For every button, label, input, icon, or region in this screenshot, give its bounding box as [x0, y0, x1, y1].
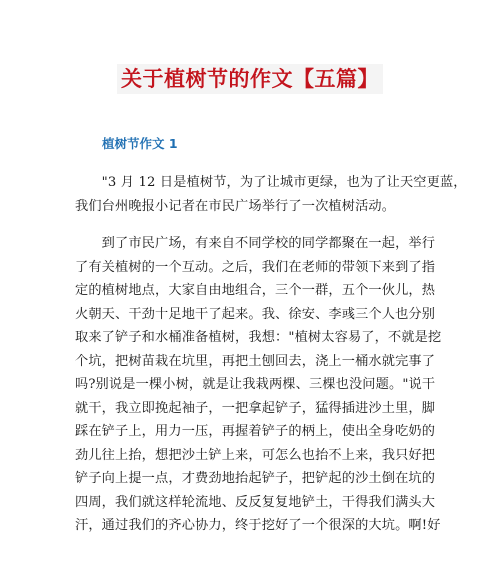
paragraph-line: 到了市民广场，有来自不同学校的同学都聚在一起，举行 [75, 236, 436, 251]
paragraph-line: 就干，我立即挽起袖子，一把拿起铲子，猛得插进沙土里，脚 [75, 400, 436, 416]
paragraph-line: 汗，通过我们的齐心协力，终于挖好了一个很深的大坑。啊!好 [75, 518, 441, 533]
paragraph-line: 我们台州晚报小记者在市民广场举行了一次植树活动。 [75, 198, 396, 214]
paragraph-line: 了有关植树的一个互动。之后，我们在老师的带领下来到了指 [75, 259, 436, 275]
paragraph-line: 四周，我们就这样轮流地、反反复复地铲土，干得我们满头大 [75, 494, 436, 510]
document-title: 关于植树节的作文【五篇】 [117, 64, 383, 94]
paragraph-2 [75, 232, 442, 538]
title-container [0, 64, 500, 94]
paragraph-line: 火朝天、干劲十足地干了起来。我、徐安、李彧三个人也分别 [75, 306, 436, 322]
section-heading: 植树节作文 1 [102, 136, 178, 151]
paragraph-line: 取来了铲子和水桶准备植树，我想："植树太容易了，不就是挖 [75, 330, 442, 345]
paragraph-line: 定的植树地点，大家自由地组合，三个一群，五个一伙儿，热 [75, 283, 436, 298]
paragraph-line: 劲儿往上抬，想把沙土铲上来，可怎么也抬不上来，我只好把 [75, 447, 436, 463]
paragraph-line: 吗?别说是一棵小树，就是让我栽两棵、三棵也没问题。"说干 [75, 377, 436, 392]
paragraph-line: 铲子向上提一点，才费劲地抬起铲子，把铲起的沙土倒在坑的 [75, 471, 436, 486]
paragraph-1 [75, 171, 467, 218]
paragraph-line: 踩在铲子上，用力一压，再握着铲子的柄上，使出全身吃奶的 [75, 424, 436, 439]
paragraph-line: "3 月 12 日是植树节，为了让城市更绿，也为了让天空更蓝， [75, 175, 467, 190]
paragraph-line: 个坑，把树苗栽在坑里，再把土刨回去，浇上一桶水就完事了 [75, 353, 436, 369]
